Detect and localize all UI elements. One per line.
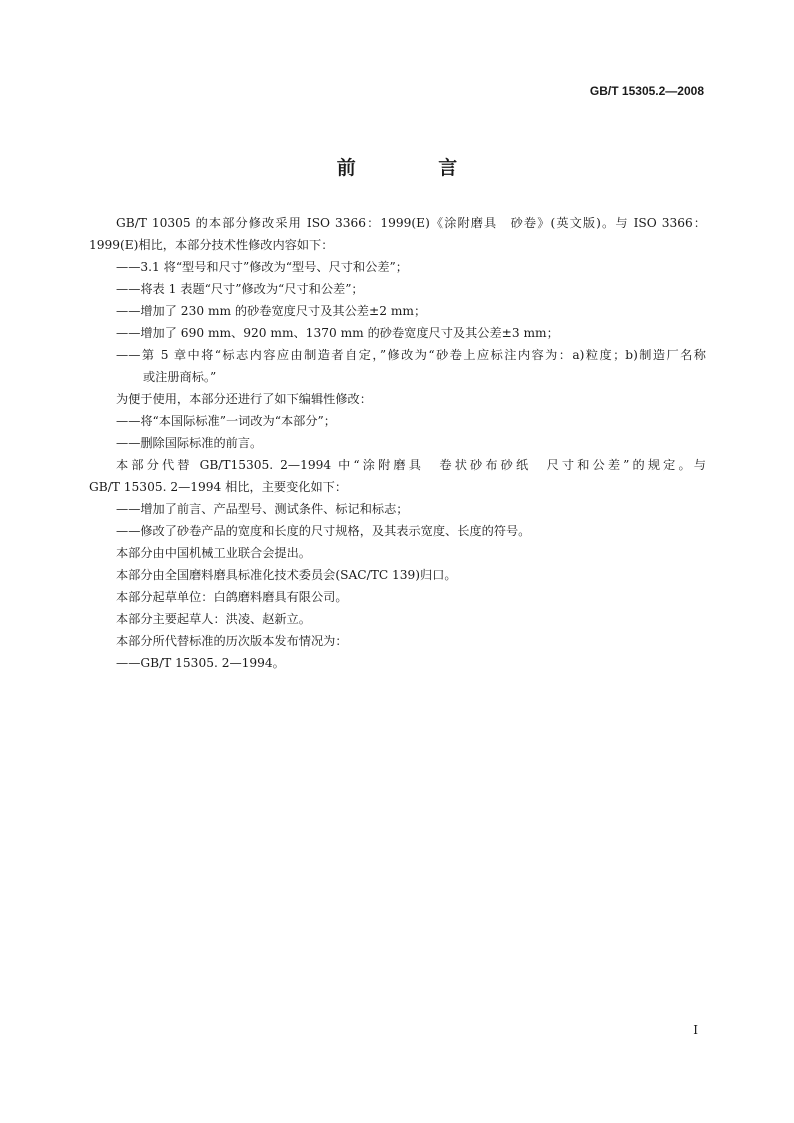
list-item-history-1: ——GB/T 15305. 2—1994。 [116,656,285,670]
list-item-technical-3: ——增加了 230 mm 的砂卷宽度尺寸及其公差±2 mm； [116,304,427,318]
list-item-change-2: ——修改了砂卷产品的宽度和长度的尺寸规格，及其表示宽度、长度的符号。 [116,524,531,538]
list-item-editorial-2: ——删除国际标准的前言。 [116,436,263,450]
paragraph-replaces-line1: 本部分代替 GB/T15305. 2—1994 中“涂附磨具 卷状砂布砂纸 尺寸和公差”的规定。与 [116,458,706,472]
paragraph-proposer: 本部分由中国机械工业联合会提出。 [116,546,311,560]
list-item-change-1: ——增加了前言、产品型号、测试条件、标记和标志； [116,502,409,516]
list-item-editorial-1: ——将“本国际标准”一词改为“本部分”； [116,414,336,428]
paragraph-committee: 本部分由全国磨料磨具标准化技术委员会(SAC/TC 139)归口。 [116,568,457,582]
list-item-technical-1: ——3.1 将“型号和尺寸”修改为“型号、尺寸和公差”； [116,260,408,274]
paragraph-editorial-intro: 为便于使用，本部分还进行了如下编辑性修改： [116,392,372,406]
list-item-technical-4: ——增加了 690 mm、920 mm、1370 mm 的砂卷宽度尺寸及其公差±3 mm； [116,326,559,340]
paragraph-drafting-unit: 本部分起草单位：白鸽磨料磨具有限公司。 [116,590,348,604]
paragraph-drafters: 本部分主要起草人：洪凌、赵新立。 [116,612,311,626]
paragraph-history-intro: 本部分所代替标准的历次版本发布情况为： [116,634,348,648]
paragraph-adoption-line1: GB/T 10305 的本部分修改采用 ISO 3366：1999(E)《涂附磨具 砂卷》(英文版)。与 ISO 3366： [116,216,706,230]
list-item-technical-5-line1: ——第 5 章中将“标志内容应由制造者自定，”修改为“砂卷上应标注内容为：a)粒度；b)制造厂名称 [116,348,706,362]
list-item-technical-2: ——将表 1 表题“尺寸”修改为“尺寸和公差”； [116,282,364,296]
standard-code: GB/T 15305.2—2008 [589,84,704,98]
foreword-body [89,212,706,674]
list-item-technical-5-line2: 或注册商标。” [143,370,217,384]
paragraph-adoption-line2: 1999(E)相比，本部分技术性修改内容如下： [89,238,334,252]
paragraph-replaces-line2: GB/T 15305. 2—1994 相比，主要变化如下： [89,480,348,494]
page-title: 前 言 [336,157,496,179]
page-number: I [693,1023,698,1037]
